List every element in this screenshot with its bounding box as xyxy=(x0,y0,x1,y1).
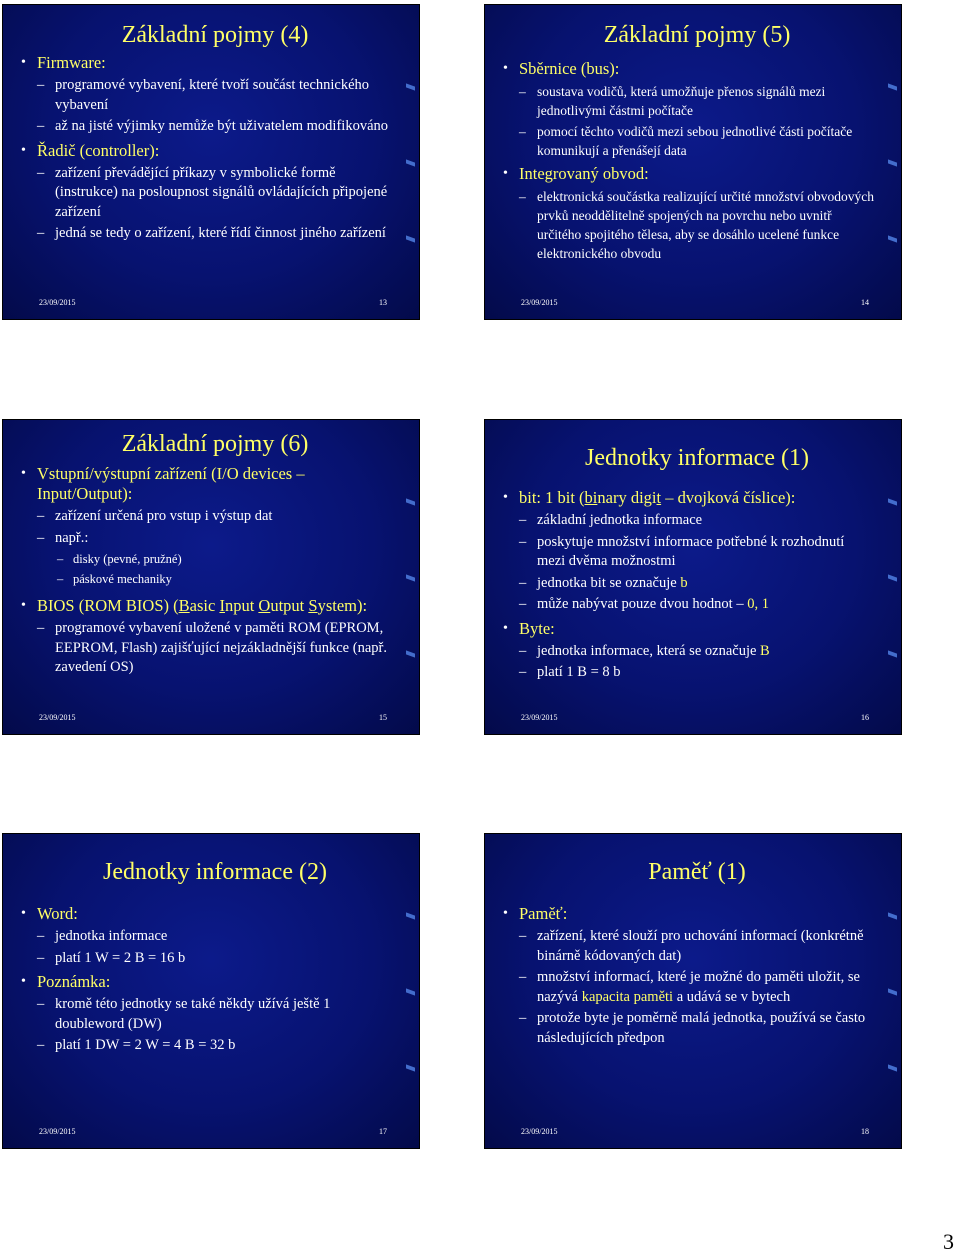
sub-sub-bullet: – disky (pevné, pružné) xyxy=(21,551,393,568)
slide-date: 23/09/2015 xyxy=(39,298,76,307)
slide-14 xyxy=(484,4,902,320)
bullet-byte: • Byte: xyxy=(503,619,875,639)
sub-bullet: – jednotka informace, která se označuje B xyxy=(503,642,875,662)
slide-18 xyxy=(484,833,902,1149)
slide-title: Jednotky informace (1) xyxy=(585,445,809,471)
sub-bullet: – protože byte je poměrně malá jednotka, používá se často následujících předpon xyxy=(503,1009,875,1048)
decor-stripe xyxy=(406,988,415,995)
sub-bullet: – pomocí těchto vodičů mezi sebou jednotlivé části počítače komunikují a přenášejí data xyxy=(503,122,875,160)
slide-number: 15 xyxy=(379,713,387,722)
decor-stripe xyxy=(406,235,415,242)
decor-stripe xyxy=(888,83,897,90)
sub-bullet: – platí 1 B = 8 b xyxy=(503,663,875,683)
slide-date: 23/09/2015 xyxy=(521,1127,558,1136)
sub-bullet: – programové vybavení uložené v paměti ROM (EPROM, EEPROM, Flash) zajišťující nejzákladnější funkce (např. zavedení OS) xyxy=(21,619,393,678)
decor-stripe xyxy=(888,498,897,505)
bullet-bios: • BIOS (ROM BIOS) (Basic Input Output System): xyxy=(21,596,393,616)
bullet-bus: • Sběrnice (bus): xyxy=(503,59,875,79)
decor-stripe xyxy=(888,988,897,995)
sub-bullet: – základní jednotka informace xyxy=(503,511,875,531)
decor-stripe xyxy=(406,912,415,919)
decor-stripe xyxy=(888,574,897,581)
slide-number: 14 xyxy=(861,298,869,307)
decor-stripe xyxy=(406,650,415,657)
slide-title: Jednotky informace (2) xyxy=(103,859,327,885)
slide-number: 16 xyxy=(861,713,869,722)
slide-number: 17 xyxy=(379,1127,387,1136)
bullet-memory: • Paměť: xyxy=(503,904,875,924)
sub-bullet: – až na jisté výjimky nemůže být uživatelem modifikováno xyxy=(21,117,393,137)
slide-title: Základní pojmy (4) xyxy=(121,22,309,48)
sub-bullet: – kromě této jednotky se také někdy užívá ještě 1 doubleword (DW) xyxy=(21,995,393,1034)
slide-date: 23/09/2015 xyxy=(39,713,76,722)
sub-bullet: – jedná se tedy o zařízení, které řídí činnost jiného zařízení xyxy=(21,224,393,244)
decor-stripe xyxy=(406,159,415,166)
sub-bullet: – jednotka informace xyxy=(21,927,393,947)
decor-stripe xyxy=(888,159,897,166)
sub-bullet: – platí 1 W = 2 B = 16 b xyxy=(21,949,393,969)
decor-stripe xyxy=(888,1064,897,1071)
sub-bullet: – zařízení určená pro vstup i výstup dat xyxy=(21,507,393,527)
page-number: 3 xyxy=(943,1229,954,1254)
decor-stripe xyxy=(888,912,897,919)
slide-13 xyxy=(2,4,420,320)
slide-date: 23/09/2015 xyxy=(39,1127,76,1136)
sub-bullet: – zařízení, které slouží pro uchování informací (konkrétně binárně kódovaných dat) xyxy=(503,927,875,966)
bullet-integrated-circuit: • Integrovaný obvod: xyxy=(503,164,875,184)
decor-stripe xyxy=(888,235,897,242)
decor-stripe xyxy=(406,83,415,90)
sub-bullet: – jednotka bit se označuje b xyxy=(503,574,875,594)
sub-bullet: – platí 1 DW = 2 W = 4 B = 32 b xyxy=(21,1036,393,1056)
bullet-io-devices: • Vstupní/výstupní zařízení (I/O devices – Input/Output): xyxy=(21,464,393,504)
bullet-driver: • Řadič (controller): xyxy=(21,141,393,161)
sub-sub-bullet: – páskové mechaniky xyxy=(21,571,393,588)
slide-title: Paměť (1) xyxy=(648,859,746,885)
bullet-bit: • bit: 1 bit (binary digit – dvojková číslice): xyxy=(503,488,875,508)
slide-number: 13 xyxy=(379,298,387,307)
sub-bullet: – programové vybavení, které tvoří součást technického vybavení xyxy=(21,76,393,115)
slide-16 xyxy=(484,419,902,735)
bullet-word: • Word: xyxy=(21,904,393,924)
slide-date: 23/09/2015 xyxy=(521,713,558,722)
sub-bullet: – množství informací, které je možné do paměti uložit, se nazývá kapacita paměti a udává se v bytech xyxy=(503,968,875,1007)
slide-17 xyxy=(2,833,420,1149)
decor-stripe xyxy=(888,650,897,657)
sub-bullet: – zařízení převádějící příkazy v symbolické formě (instrukce) na posloupnost signálů ovládajících připojené zařízení xyxy=(21,164,393,223)
bullet-firmware: • Firmware: xyxy=(21,53,393,73)
decor-stripe xyxy=(406,1064,415,1071)
bullet-note: • Poznámka: xyxy=(21,972,393,992)
slide-number: 18 xyxy=(861,1127,869,1136)
sub-bullet: – soustava vodičů, která umožňuje přenos signálů mezi jednotlivými částmi počítače xyxy=(503,82,875,120)
sub-bullet: – např.: xyxy=(21,529,393,549)
slide-title: Základní pojmy (6) xyxy=(121,431,309,457)
decor-stripe xyxy=(406,498,415,505)
slide-title: Základní pojmy (5) xyxy=(603,22,791,48)
sub-bullet: – může nabývat pouze dvou hodnot – 0, 1 xyxy=(503,595,875,615)
sub-bullet: – poskytuje množství informace potřebné k rozhodnutí mezi dvěma možnostmi xyxy=(503,533,875,572)
decor-stripe xyxy=(406,574,415,581)
sub-bullet: – elektronická součástka realizující určité množství obvodových prvků neoddělitelně spojených na povrchu nebo uvnitř určitého spojitého tělesa, aby se dosáhlo ucelené funkce elektronického obvodu xyxy=(503,187,875,263)
slide-15 xyxy=(2,419,420,735)
slide-date: 23/09/2015 xyxy=(521,298,558,307)
